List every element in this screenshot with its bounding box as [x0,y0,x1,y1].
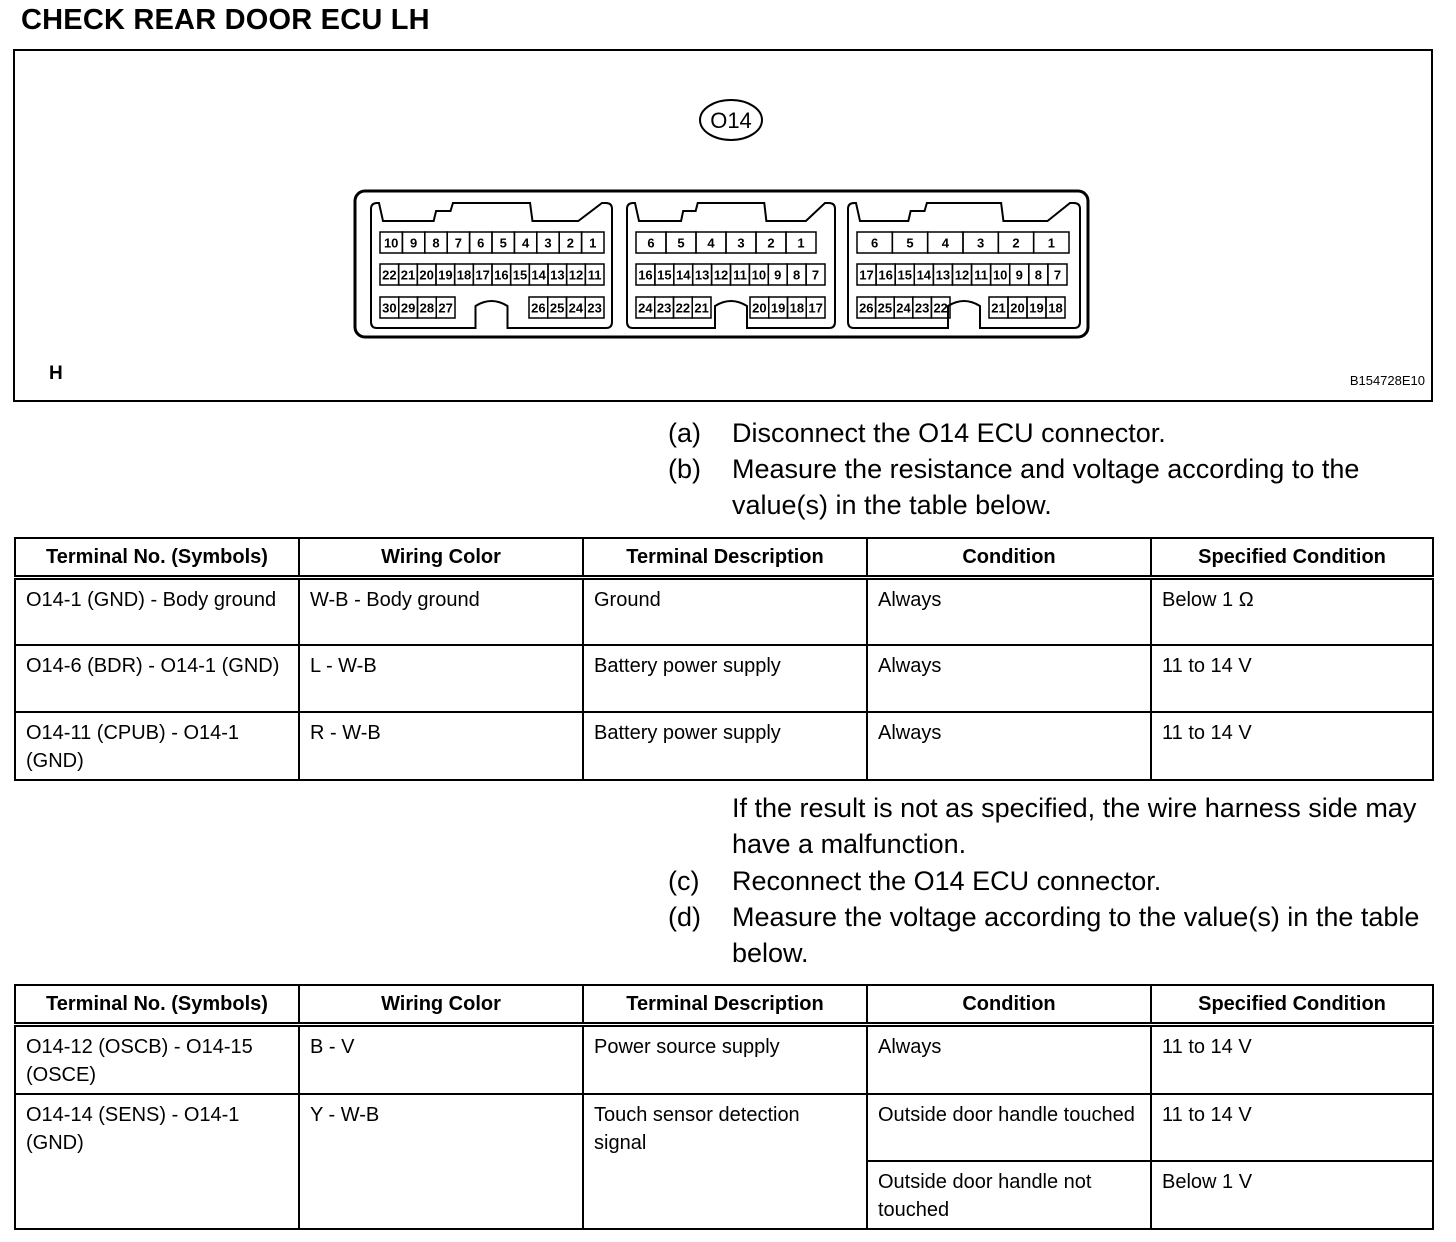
column-header: Terminal No. (Symbols) [15,985,299,1025]
step-text: Disconnect the O14 ECU connector. [732,418,1166,448]
block2-terminal-label: 3 [737,235,745,251]
block2-terminal-label: 22 [675,300,691,316]
block2-terminal-label: 7 [811,267,820,283]
step-label: (c) [668,866,700,896]
figure-code: B154728E10 [1349,373,1425,388]
table-row [15,712,1433,780]
block2-terminal-label: 13 [694,267,710,283]
block2-terminal-label: 21 [694,300,709,316]
block1-terminal-label: 16 [494,267,509,283]
table-cell: O14-1 (GND) - Body ground [15,578,299,645]
block3-terminal-label: 12 [954,267,970,283]
column-header: Wiring Color [299,985,583,1025]
block3-terminal-label: 6 [871,235,879,251]
steps-a [668,415,1432,523]
column-header: Condition [867,538,1151,578]
block3-terminal-label: 5 [906,235,914,251]
table-cell: Below 1 Ω [1151,578,1433,645]
column-header: Specified Condition [1151,985,1433,1025]
block1-terminal-label: 5 [499,235,507,251]
block1-terminal-label: 29 [400,300,416,316]
table-cell: O14-11 (CPUB) - O14-1 (GND) [15,712,299,780]
step-text: Reconnect the O14 ECU connector. [732,866,1162,896]
block1-terminal-label: 15 [512,267,528,283]
step-label: (b) [668,454,701,484]
resistance-table [14,537,1434,781]
block3-terminal-label: 9 [1015,267,1023,283]
block2-terminal-label: 10 [751,267,767,283]
table-cell: 11 to 14 V [1151,645,1433,712]
column-header: Terminal Description [583,538,867,578]
block3-terminal-label: 25 [877,300,893,316]
block3-terminal-label: 17 [859,267,874,283]
connector-diagram [15,51,1431,400]
block1-terminal-label: 30 [382,300,397,316]
block1-terminal-label: 22 [382,267,397,283]
block2-terminal-label: 12 [713,267,729,283]
block1-terminal-label: 18 [456,267,472,283]
block2-terminal-label: 8 [793,267,801,283]
block3-terminal-label: 18 [1048,300,1063,316]
block2-terminal-label: 20 [752,300,767,316]
block2-terminal-label: 14 [676,267,691,283]
table-cell: Power source supply [583,1025,867,1095]
block3-terminal-label: 20 [1010,300,1025,316]
column-header: Wiring Color [299,538,583,578]
block3-terminal-label: 16 [878,267,893,283]
block3-terminal-label: 3 [977,235,985,251]
table-cell: O14-12 (OSCB) - O14-15 (OSCE) [15,1025,299,1095]
step-label: (a) [668,418,701,448]
block3-terminal-label: 11 [974,267,988,283]
block3-terminal-label: 4 [941,235,949,251]
table-row [15,578,1433,645]
table-cell: Outside door handle not touched [867,1161,1151,1229]
block1-terminal-label: 10 [383,235,399,251]
block1-terminal-label: 19 [438,267,453,283]
block1-terminal-label: 21 [400,267,416,283]
table-header-row [15,538,1433,578]
block1-terminal-label: 28 [419,300,435,316]
table-cell: Always [867,712,1151,780]
column-header: Condition [867,985,1151,1025]
block1-terminal-label: 2 [566,235,575,251]
table-cell: Battery power supply [583,645,867,712]
block2-terminal-label: 9 [774,267,782,283]
block3-terminal-label: 8 [1034,267,1042,283]
table-cell: Always [867,578,1151,645]
column-header: Specified Condition [1151,538,1433,578]
column-header: Terminal Description [583,985,867,1025]
block2-terminal-label: 23 [656,300,672,316]
block1-terminal-label: 6 [477,235,485,251]
step-text: Measure the voltage according to the value(s) in the table below. [732,902,1420,968]
table-cell: Always [867,1025,1151,1095]
table-cell: W-B - Body ground [299,578,583,645]
voltage-table [14,984,1434,1230]
block2-terminal-label: 2 [767,235,775,251]
table-cell: 11 to 14 V [1151,1094,1433,1161]
step-c [668,863,1432,899]
block3-terminal-label: 15 [897,267,912,283]
block3-terminal-label: 10 [992,267,1008,283]
table-cell: Ground [583,578,867,645]
block2-terminal-label: 19 [770,300,786,316]
block3-terminal-label: 22 [933,300,948,316]
table-cell: L - W-B [299,645,583,712]
block1-terminal-label: 9 [409,235,418,251]
block1-terminal-label: 11 [587,267,602,283]
block3-terminal-label: 7 [1053,267,1062,283]
block2-terminal-label: 5 [677,235,685,251]
step-b [668,451,1432,523]
steps-b [668,863,1432,971]
figure-letter: H [49,363,63,384]
block1-terminal-label: 8 [432,235,440,251]
table-cell: Touch sensor detection signal [583,1094,867,1229]
block1-terminal-label: 20 [419,267,434,283]
block1-terminal-label: 26 [531,300,546,316]
block3-terminal-label: 19 [1029,300,1044,316]
table-header-row [15,985,1433,1025]
table-cell: Y - W-B [299,1094,583,1229]
block3-terminal-label: 1 [1047,235,1055,251]
block3-terminal-label: 13 [935,267,951,283]
table-cell: O14-6 (BDR) - O14-1 (GND) [15,645,299,712]
table-cell: Battery power supply [583,712,867,780]
block2-terminal-label: 15 [657,267,672,283]
block1-terminal-label: 17 [475,267,490,283]
table-cell: 11 to 14 V [1151,1025,1433,1095]
block2-terminal-label: 6 [647,235,655,251]
step-d [668,899,1432,971]
block2-terminal-label: 16 [638,267,653,283]
block1-terminal-label: 23 [587,300,602,316]
block1-terminal-label: 4 [521,235,530,251]
table-row [15,645,1433,712]
block2-terminal-label: 24 [638,300,653,316]
step-label: (d) [668,902,701,932]
column-header: Terminal No. (Symbols) [15,538,299,578]
table-cell: Always [867,645,1151,712]
block3-terminal-label: 24 [896,300,911,316]
block2-terminal-label: 1 [797,235,805,251]
connector-figure [13,49,1433,402]
result-note: If the result is not as specified, the wire harness side may have a malfunction. [732,793,1417,859]
block1-terminal-label: 7 [454,235,463,251]
table-row [15,1094,1433,1161]
table-row [15,1025,1433,1095]
block2-terminal-label: 18 [789,300,805,316]
block1-terminal-label: 27 [438,300,453,316]
block3-terminal-label: 14 [916,267,932,283]
block1-terminal-label: 25 [549,300,565,316]
block3-terminal-label: 26 [859,300,874,316]
block1-terminal-label: 3 [544,235,552,251]
block3-terminal-label: 23 [914,300,930,316]
page-title: CHECK REAR DOOR ECU LH [21,4,430,36]
table-cell: 11 to 14 V [1151,712,1433,780]
block1-terminal-label: 1 [589,235,597,251]
table-cell: R - W-B [299,712,583,780]
block3-terminal-label: 21 [991,300,1006,316]
block1-terminal-label: 12 [568,267,584,283]
table-cell: B - V [299,1025,583,1095]
block2-terminal-label: 11 [733,267,747,283]
block2-terminal-label: 4 [707,235,715,251]
connector-label: O14 [710,108,752,133]
step-a [668,415,1432,451]
step-text: Measure the resistance and voltage according to the value(s) in the table below. [732,454,1360,520]
block1-terminal-label: 14 [531,267,546,283]
block3-terminal-label: 2 [1012,235,1020,251]
block2-terminal-label: 17 [808,300,823,316]
table-cell: Below 1 V [1151,1161,1433,1229]
block1-terminal-label: 24 [568,300,584,316]
block1-terminal-label: 13 [550,267,565,283]
table-cell: Outside door handle touched [867,1094,1151,1161]
table-cell: O14-14 (SENS) - O14-1 (GND) [15,1094,299,1229]
